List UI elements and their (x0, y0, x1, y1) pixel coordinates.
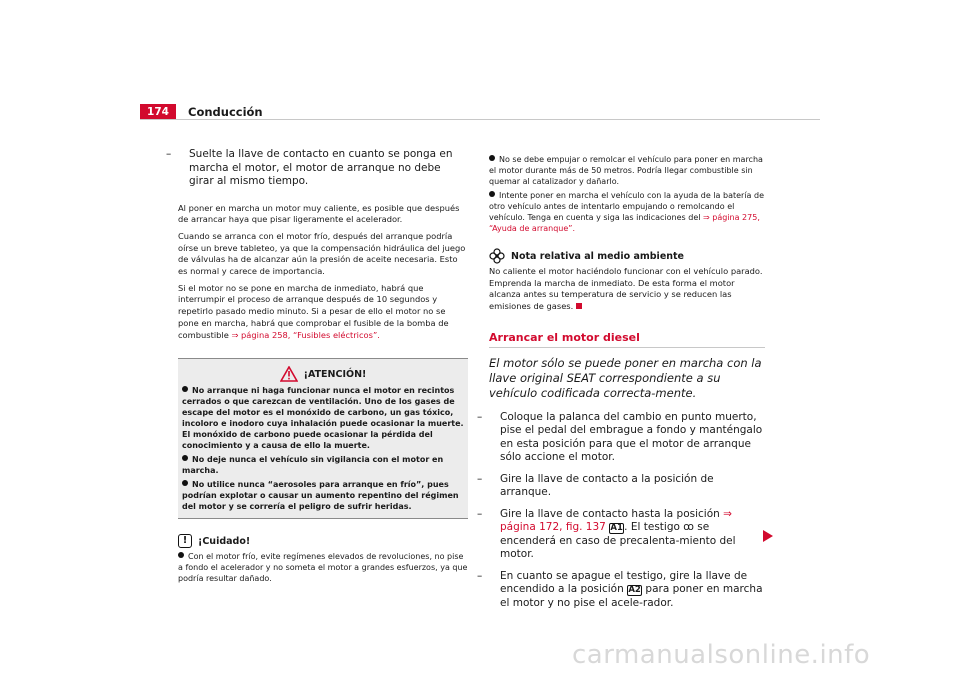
step-text: . El testigo (624, 521, 684, 534)
bullet-icon (182, 480, 188, 486)
bullet-text: No se debe empujar o remolcar el vehículo para poner en marcha el motor durante más de 50 metros. Podría llegar combustible sin quemar al catalizador y dañarlo. (489, 155, 763, 186)
step-text: Suelte la llave de contacto en cuanto se ponga en marcha el motor, el motor de arranque no debe girar al mismo tiempo. (189, 148, 453, 187)
push-start-item (489, 154, 765, 187)
warning-text: No deje nunca el vehículo sin vigilancia con el motor en marcha. (182, 455, 444, 476)
warning-box (178, 358, 468, 519)
step-text: Gire la llave de contacto a la posición de arranque. (500, 472, 714, 499)
watermark: carmanualsonline.info (572, 640, 871, 670)
step-text: Gire la llave de contacto hasta la posición (500, 507, 724, 520)
environment-body: No caliente el motor haciéndolo funcionar con el vehículo parado. Emprenda la marcha de inmediato. De esta forma el motor alcanza antes su temperatura de servicio y se reducen las emisiones de gases. (489, 266, 763, 312)
fuse-page-link[interactable]: ⇒ página 258, “Fusibles eléctricos”. (231, 329, 380, 340)
page-number: 174 (147, 106, 169, 118)
figure-link[interactable]: ⇒ página 172, fig. 137 (500, 507, 732, 534)
step-start-position (477, 472, 765, 500)
bullet-icon (489, 191, 495, 197)
dash-marker: – (166, 148, 172, 160)
chapter-title: Conducción (188, 105, 263, 119)
right-column (477, 148, 765, 610)
position-a1-badge: A1 (610, 523, 623, 534)
step-text: se encenderá en caso de precalenta-miento del motor. (500, 521, 736, 561)
paragraph-cold-engine: Cuando se arranca con el motor frío, después del arranque podría oírse un breve tableteo, ya que la compensación hidráulica del juego de válvulas ha de alcanzar aún la presión de aceite necesaria. Esto es normal y carece de importancia. (178, 230, 466, 277)
caution-title: ¡Cuidado! (198, 535, 251, 547)
paragraph-no-start (178, 283, 468, 342)
dash-marker: – (477, 569, 483, 582)
warning-triangle-icon (280, 366, 298, 382)
dash-marker: – (477, 507, 483, 520)
bullet-icon (182, 386, 188, 392)
dash-marker: – (477, 410, 483, 423)
caution-text: Con el motor frío, evite regímenes elevados de revoluciones, no pise a fondo el acelerador y no someta el motor a grandes esfuerzos, ya que podría resultar dañado. (178, 552, 468, 584)
paragraph-hot-engine: Al poner en marcha un motor muy caliente, es posible que después de arrancar haya que pisar ligeramente el acelerador. (178, 202, 460, 225)
glow-plug-icon: ꝏ (683, 521, 694, 534)
bullet-text: Intente poner en marcha el vehículo con la ayuda de la batería de otro vehículo antes de intentarlo empujando o remolcando el vehículo. Tenga en cuenta y siga las indicaciones del (489, 191, 764, 222)
caution-item (178, 551, 468, 584)
paragraph-text: Si el motor no se pone en marcha de inmediato, habrá que interrumpir el proceso de arranque después de 10 segundos y repetirlo pasado medio minuto. Si a pesar de ello el motor no se pone en marcha, habrá que comprobar el fusible de la bomba de combustible (178, 282, 449, 340)
exclamation-icon: ! (178, 534, 192, 548)
step-preheat (477, 507, 765, 562)
warning-text: No arranque ni haga funcionar nunca el motor en recintos cerrados o que carezcan de ventilación. Uno de los gases de escape del motor es el monóxido de carbono, un gas tóxico, incoloro e inodoro cuya inhalación puede ocasionar la muerte. El monóxido de carbono puede ocasionar la pérdida del conocimiento y a causa de ello la muerte. (182, 386, 464, 451)
position-a2-badge: A2 (628, 585, 641, 596)
warning-text: No utilice nunca “aerosoles para arranque en frío”, pues podrían explotar o causar un aumento repentino del régimen del motor y se correría el peligro de sufrir heridas. (182, 480, 459, 512)
environment-text (489, 266, 765, 313)
section-subtitle: El motor sólo se puede poner en marcha con la llave original SEAT correspondiente a su vehículo codificada correcta-mente. (489, 355, 762, 400)
step-text: Coloque la palanca del cambio en punto muerto, pise el pedal del embrague a fondo y manténgalo en esta posición para que el motor de arranque sólo accione el motor. (500, 410, 763, 464)
left-column (166, 148, 468, 584)
section-title: Arrancar el motor diesel (489, 330, 640, 344)
environment-header (489, 246, 765, 266)
bullet-icon (489, 155, 495, 161)
step-start-engine (477, 569, 765, 611)
bullet-icon (182, 455, 188, 461)
next-page-arrow-icon[interactable] (763, 530, 773, 542)
header-divider (140, 119, 820, 120)
flower-icon (489, 248, 505, 264)
bullet-icon (178, 552, 184, 558)
jump-start-item (489, 190, 765, 234)
section-end-icon (576, 303, 582, 309)
step-neutral-gear (477, 410, 765, 465)
step-release-key (166, 148, 468, 189)
warning-header (182, 363, 464, 385)
step-text: En cuanto se apague el testigo, gire la llave de encendido a la posición (500, 569, 748, 596)
step-text: para poner en marcha el motor y no pise el acele-rador. (500, 583, 763, 609)
dash-marker: – (477, 472, 483, 485)
warning-item (182, 454, 464, 476)
warning-title: ¡ATENCIÓN! (303, 368, 367, 380)
warning-item (182, 479, 464, 512)
caution-header (178, 531, 468, 551)
section-divider (489, 347, 765, 348)
warning-item (182, 385, 464, 451)
environment-title: Nota relativa al medio ambiente (511, 250, 685, 262)
jump-start-page-link[interactable]: ⇒ página 275, “Ayuda de arranque”. (489, 213, 760, 233)
